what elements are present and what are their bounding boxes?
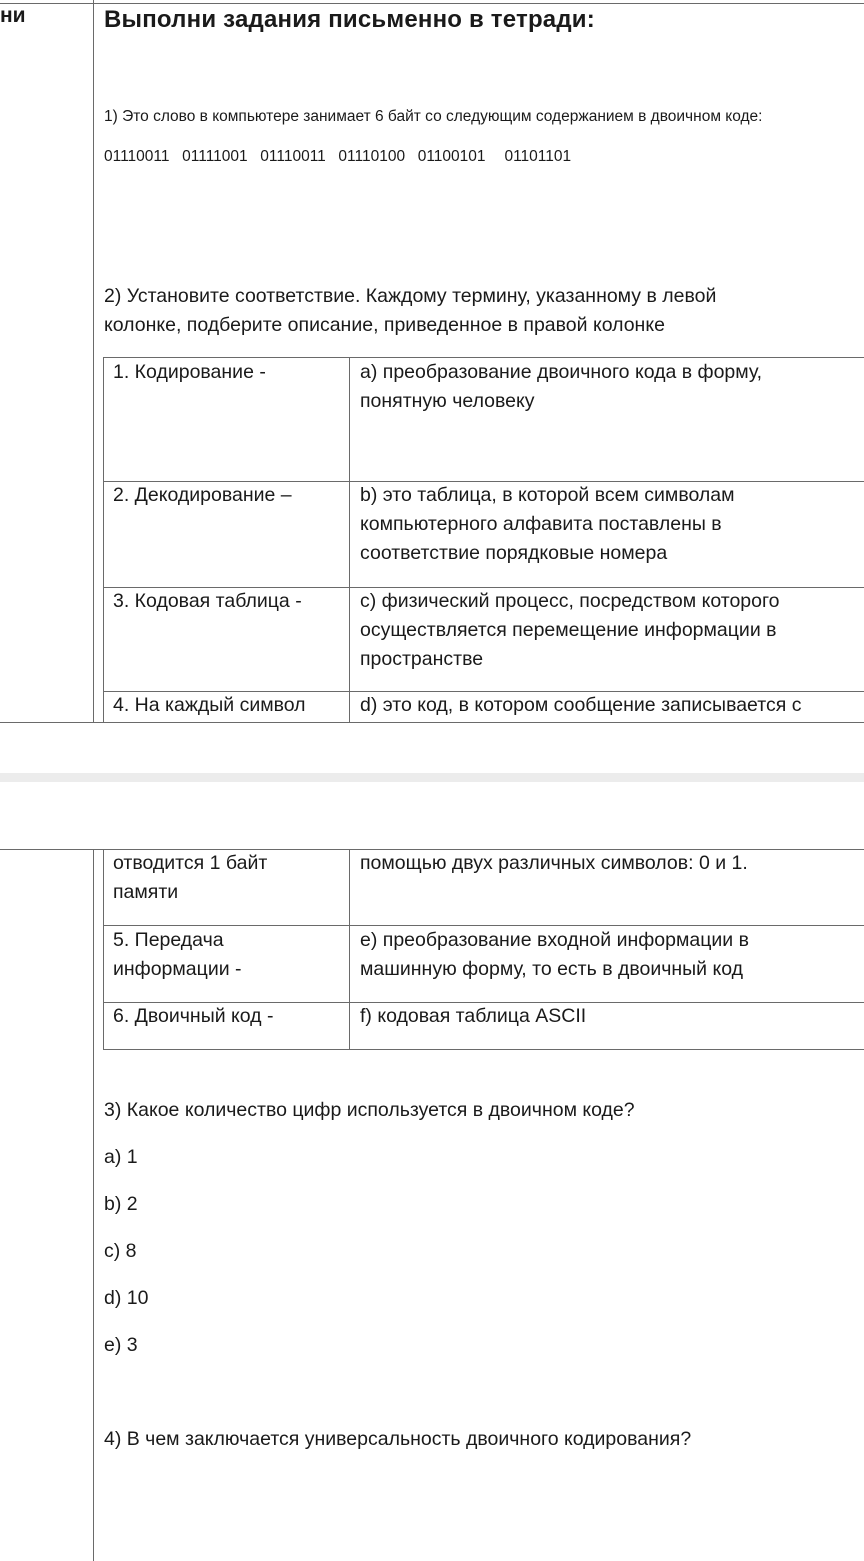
table-desc-cell: f) кодовая таблица ASCII [360,1005,587,1027]
binary-byte: 01111001 [182,148,248,165]
side-cell-text: ни [0,4,26,27]
binary-byte: 01101101 [504,148,572,165]
table-term-cell: отводится 1 байт памяти [113,852,268,903]
binary-byte: 01100101 [417,148,486,165]
table-term-cell: 4. На каждый символ [113,694,306,716]
table-term-cell: 6. Двоичный код - [113,1005,274,1027]
answer-option: e) 3 [104,1334,138,1356]
task4-question: 4) В чем заключается универсальность двоичного кодирования? [104,1428,692,1450]
table-desc-cell: b) это таблица, в которой всем символам компьютерного алфавита поставлены в соответствие порядковые номера [360,484,735,564]
page-gap [0,723,864,850]
table-term-cell: 3. Кодовая таблица - [113,590,302,612]
table-desc-cell: d) это код, в котором сообщение записывается с [360,694,802,716]
table-term-cell: 2. Декодирование – [113,484,292,506]
task2-text-line1: 2) Установите соответствие. Каждому термину, указанному в левой [104,285,717,307]
answer-option: c) 8 [104,1240,137,1262]
task1-text: 1) Это слово в компьютере занимает 6 байт со следующим содержанием в двоичном коде: [104,108,763,125]
page2-column-divider [93,849,94,1561]
table-desc-cell: c) физический процесс, посредством которого осуществляется перемещение информации в пространстве [360,590,780,670]
table-desc-cell: помощью двух различных символов: 0 и 1. [360,852,748,874]
table-term-cell: 1. Кодирование - [113,361,266,383]
page-heading: Выполни задания письменно в тетради: [104,6,595,33]
answer-option: d) 10 [104,1287,149,1309]
answer-option: а) 1 [104,1146,138,1168]
page1-top-border [0,3,864,4]
binary-byte: 01110011 [104,148,170,165]
answer-option: b) 2 [104,1193,138,1215]
binary-byte: 01110011 [260,148,326,165]
page1-column-divider [93,0,94,723]
binary-byte: 01110100 [338,148,406,165]
page-gap-strip [0,773,864,782]
task1-binary-code [104,148,571,166]
table-desc-cell: а) преобразование двоичного кода в форму, понятную человеку [360,361,763,412]
task3-question: 3) Какое количество цифр используется в двоичном коде? [104,1099,635,1121]
task2-text-line2: колонке, подберите описание, приведенное в правой колонке [104,314,665,336]
table-desc-cell: e) преобразование входной информации в машинную форму, то есть в двоичный код [360,929,749,980]
table-term-cell: 5. Передача информации - [113,929,242,980]
